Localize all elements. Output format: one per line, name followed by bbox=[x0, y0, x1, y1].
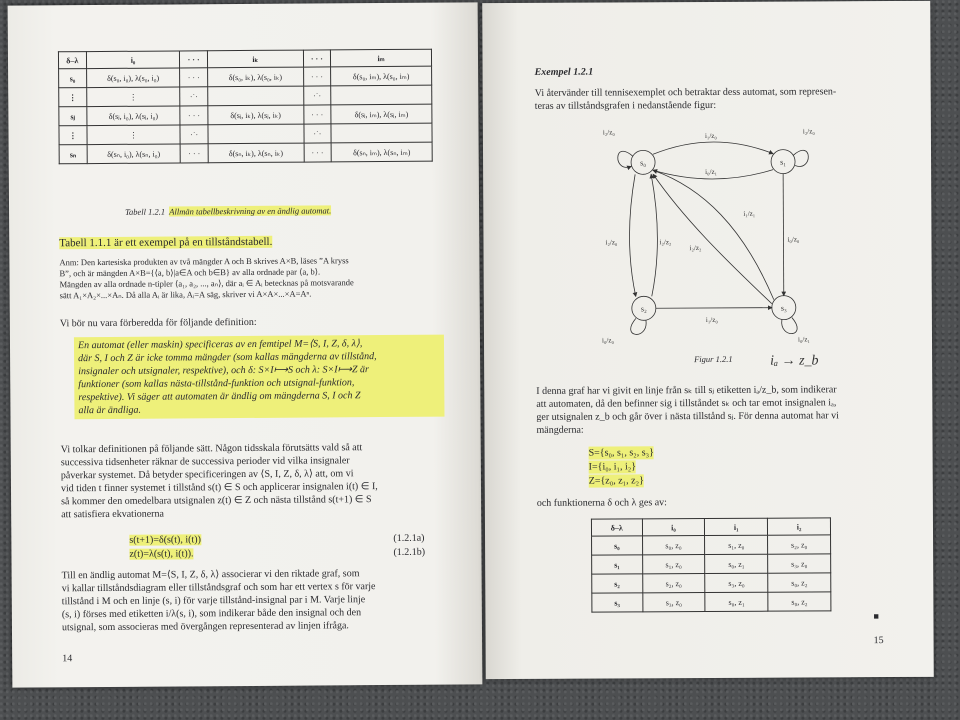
edge-label: i₂/z₀ bbox=[802, 127, 815, 136]
end-mark: ■ bbox=[873, 611, 879, 622]
table-cell: ⋮ bbox=[59, 88, 87, 107]
table-cell: δ(sₙ, iₖ), λ(sₙ, iₖ) bbox=[208, 143, 304, 163]
table-cell: ⋮ bbox=[59, 126, 87, 145]
example-title: Exempel 1.2.1 bbox=[534, 66, 594, 78]
table-cell: s₀ bbox=[592, 536, 643, 555]
table-header-cell: · · · bbox=[180, 51, 208, 68]
state-graph bbox=[593, 117, 834, 348]
table-header-cell: i₀ bbox=[86, 51, 180, 69]
table-header-cell: δ–λ bbox=[58, 52, 86, 69]
equation-2: z(t)=λ(s(t), i(t)). bbox=[129, 548, 194, 560]
table-row bbox=[59, 104, 432, 126]
graph-explanation bbox=[536, 383, 898, 437]
table-cell: s₂, z₀ bbox=[768, 535, 831, 554]
table-caption: Tabell 1.2.1 Allmän tabellbeskrivning av en ändlig automat. bbox=[125, 205, 332, 217]
text-line: tillstånd i M och en linje (s, i) för varje tillstånd-insignal par i M. Varje linje bbox=[61, 594, 366, 608]
table-row bbox=[59, 142, 432, 164]
equation-2-number: (1.2.1b) bbox=[393, 546, 426, 558]
text-line: Till en ändlig automat M=⟨S, I, Z, δ, λ⟩ associerar vi den riktade graf, som bbox=[61, 568, 360, 582]
text-line: S={s₀, s₁, s₂, s₃} bbox=[588, 447, 654, 459]
text-line: En automat (eller maskin) specificeras av en femtipel M=⟨S, I, Z, δ, λ⟩, bbox=[77, 338, 363, 352]
table-row bbox=[59, 123, 432, 145]
table-cell: s₀, z₂ bbox=[768, 573, 831, 592]
text-line: Anm: Den kartesiska produkten av två mängder A och B skrives A×B, läses ”A kryss bbox=[59, 255, 349, 268]
table-cell: · · · bbox=[303, 67, 331, 86]
edge-label: i₀/z₀ bbox=[601, 336, 614, 345]
text-line: insignaler och utsignaler, respektive), och δ: S×I⟼S och λ: S×I⟼Z är bbox=[78, 364, 369, 378]
figure-caption: Figur 1.2.1 bbox=[694, 353, 733, 365]
table-cell: ·˙· bbox=[180, 125, 208, 144]
table-cell: · · · bbox=[303, 105, 331, 124]
table-cell: δ(s₀, iₘ), λ(s₀, iₘ) bbox=[331, 66, 432, 86]
text-line: respektive). Vi säger att automaten är ändlig om mängderna S, I och Z bbox=[78, 390, 361, 404]
left-page bbox=[8, 2, 483, 687]
text-line: att satisfiera ekvationerna bbox=[61, 508, 164, 521]
text-line: mängderna: bbox=[536, 424, 584, 436]
section-heading: Tabell 1.1.1 är ett exempel på en tillståndstabell. bbox=[59, 235, 273, 250]
table-cell: sₙ bbox=[59, 145, 87, 164]
right-page bbox=[482, 1, 934, 679]
edge-label: i₂/z₂ bbox=[659, 238, 672, 247]
table-cell: δ(s₀, iₖ), λ(s₀, iₖ) bbox=[207, 67, 303, 87]
text-line: B”, och är mängden A×B={⟨a, b⟩|a∈A och b∈B} av alla ordnade par ⟨a, b⟩. bbox=[59, 266, 321, 279]
definition-box bbox=[74, 335, 445, 420]
intro-line: Vi bör nu vara förberedda för följande definition: bbox=[59, 316, 257, 330]
edge-label: i₂/z₀ bbox=[605, 238, 618, 247]
equation-1-number: (1.2.1a) bbox=[393, 532, 425, 544]
table-header-cell: i₀ bbox=[642, 519, 705, 536]
table-header-cell: i₂ bbox=[768, 518, 831, 535]
note-paragraph bbox=[59, 255, 431, 302]
table-row bbox=[59, 66, 432, 88]
text-line: utsignal, som associeras med övergången representerad av linjen ifråga. bbox=[61, 620, 349, 634]
table-cell: s₀, z₂ bbox=[768, 592, 831, 611]
table-cell: s₃ bbox=[592, 593, 643, 612]
table-cell: · · · bbox=[180, 106, 208, 125]
equation-1: s(t+1)=δ(s(t), i(t)) bbox=[129, 534, 201, 546]
text-line: Vi tolkar definitionen på följande sätt. Någon tidsskala förutsätts vald så att bbox=[60, 442, 363, 456]
table-header-cell: i₁ bbox=[705, 518, 768, 535]
table-cell: δ(s₀, i₀), λ(s₀, i₀) bbox=[86, 68, 180, 88]
node-label-s3: s₃ bbox=[780, 303, 787, 313]
table-header-cell: iₖ bbox=[207, 50, 303, 68]
text-line: (s, i) förses med etiketten i/λ(s, i), som indikerar både den insignal och den bbox=[61, 607, 362, 621]
table-cell: s₁, z₀ bbox=[642, 555, 705, 574]
table-cell: δ(sₙ, iₘ), λ(sₙ, iₘ) bbox=[331, 142, 432, 162]
table-row bbox=[59, 85, 432, 107]
edge-label: i₁/z₁ bbox=[743, 209, 756, 218]
text-line: alla är ändliga. bbox=[78, 404, 142, 417]
table-cell: s₃, z₀ bbox=[768, 554, 831, 573]
table-cell: s₀, z₁ bbox=[705, 592, 768, 611]
table-cell: ⋮ bbox=[86, 87, 180, 107]
interpretation-paragraph bbox=[61, 441, 436, 522]
table-cell: s₁ bbox=[592, 555, 643, 574]
text-line: I denna graf har vi givit en linje från sₖ till sⱼ etiketten iₐ/z_b, som indikerar bbox=[536, 384, 837, 397]
text-line: vid tiden t finner systemet i tillstånd s(t) ∈ S och applicerar insignalen i(t) ∈ I, bbox=[60, 481, 378, 495]
table-row bbox=[592, 573, 831, 593]
text-line: där S, I och Z är icke tomma mängder (som kallas mängderna av tillstånd, bbox=[78, 351, 377, 365]
table-cell: ·˙· bbox=[180, 87, 208, 106]
text-line: ger utsignalen z_b och går över i nästa tillstånd sⱼ. För denna automat har vi bbox=[536, 410, 839, 423]
edge-label: i₂/z₀ bbox=[602, 128, 615, 137]
page-number-left: 14 bbox=[62, 653, 73, 665]
graph-paragraph bbox=[62, 567, 438, 635]
table-cell: sⱼ bbox=[59, 107, 87, 126]
table-cell bbox=[208, 124, 304, 144]
table-cell: s₀, z₀ bbox=[642, 536, 705, 555]
text-line: så kommer den omedelbara utsignalen z(t) ∈ Z och nästa tillstånd s(t+1) ∈ S bbox=[61, 494, 372, 508]
text-line: funktioner (som kallas nästa-tillstånd-funktion och utsignal-funktion, bbox=[78, 377, 355, 391]
table-cell: s₃, z₀ bbox=[642, 593, 705, 612]
node-label-s1: s₁ bbox=[780, 157, 787, 167]
table-cell: δ(sₙ, i₀), λ(sₙ, i₀) bbox=[87, 144, 181, 164]
table-row bbox=[592, 535, 831, 555]
text-line: Mängden av alla ordnade n-tipler ⟨a₁, a₂, ..., aₙ⟩, där aᵢ ∈ Aᵢ betecknas på motsvarande bbox=[59, 277, 354, 290]
functions-intro: och funktionerna δ och λ ges av: bbox=[536, 497, 667, 509]
table-cell: · · · bbox=[180, 68, 208, 87]
table-cell: ⋮ bbox=[87, 125, 181, 145]
text-line: teras av tillståndsgrafen i nedanstående figur: bbox=[534, 99, 717, 112]
set-definitions bbox=[589, 446, 655, 488]
general-state-table bbox=[58, 49, 433, 165]
text-line: successiva tidsenheter räknar de successiva perioder vid vilka insignaler bbox=[60, 455, 350, 469]
text-line: påverkar systemet. Då betyder specificeringen av ⟨S, I, Z, δ, λ⟩ att, om vi bbox=[60, 468, 354, 482]
table-cell: s₂, z₀ bbox=[642, 574, 705, 593]
handwritten-note: iₐ → z_b bbox=[770, 353, 819, 369]
table-header-cell: iₘ bbox=[331, 49, 432, 67]
table-cell bbox=[331, 85, 432, 105]
table-header-cell: · · · bbox=[303, 50, 331, 67]
text-line: att automaten, då den befinner sig i tillståndet sₖ och tar emot insignalen iₐ, bbox=[536, 397, 837, 410]
table-cell: δ(sⱼ, iₖ), λ(sⱼ, iₖ) bbox=[208, 105, 304, 125]
table-cell bbox=[331, 123, 432, 143]
table-cell: · · · bbox=[180, 144, 208, 163]
text-line: Z={z₀, z₁, z₂} bbox=[588, 475, 644, 487]
edge-label: i₀/z₁ bbox=[797, 335, 810, 344]
edge-label: i₀/z₀ bbox=[787, 235, 800, 244]
edge-label: i₁/z₀ bbox=[704, 131, 717, 141]
table-cell: s₃, z₀ bbox=[705, 573, 768, 592]
text-line: sätt A₁×A₂×...×Aₙ. Då alla Aᵢ är lika, Aᵢ=A säg, skriver vi A×A×...×A=Aⁿ. bbox=[59, 288, 312, 301]
table-header-cell: δ–λ bbox=[591, 519, 642, 536]
table-cell: s₀ bbox=[59, 69, 87, 88]
table-row bbox=[592, 592, 831, 612]
text-line: I={i₀, i₁, i₂} bbox=[588, 461, 637, 473]
table-cell: δ(sⱼ, iₘ), λ(sⱼ, iₘ) bbox=[331, 104, 432, 124]
node-label-s0: s₀ bbox=[640, 158, 647, 168]
table-row bbox=[592, 554, 831, 574]
edge-label: i₂/z₂ bbox=[689, 244, 702, 253]
table-cell: s₂ bbox=[592, 574, 643, 593]
edge-label: i₀/z₁ bbox=[705, 167, 718, 177]
example-intro bbox=[535, 85, 895, 113]
table-cell: s₁, z₀ bbox=[705, 535, 768, 554]
table-cell: · · · bbox=[304, 143, 332, 162]
edge-label: i₁/z₀ bbox=[705, 315, 718, 325]
page-number-right: 15 bbox=[873, 635, 884, 647]
table-cell: ·˙· bbox=[304, 124, 332, 143]
tennis-state-table bbox=[591, 517, 831, 612]
table-cell: s₀, z₁ bbox=[705, 554, 768, 573]
table-cell bbox=[208, 86, 304, 106]
table-cell: δ(sⱼ, i₀), λ(sⱼ, i₀) bbox=[86, 106, 180, 126]
text-line: vi kallar tillståndsdiagram eller tillståndsgraf och som har ett vertex s för varje bbox=[61, 581, 376, 595]
text-line: Vi återvänder till tennisexemplet och betraktar dess automat, som represen- bbox=[534, 86, 837, 99]
table-cell: ·˙· bbox=[303, 86, 331, 105]
node-label-s2: s₂ bbox=[640, 304, 647, 314]
